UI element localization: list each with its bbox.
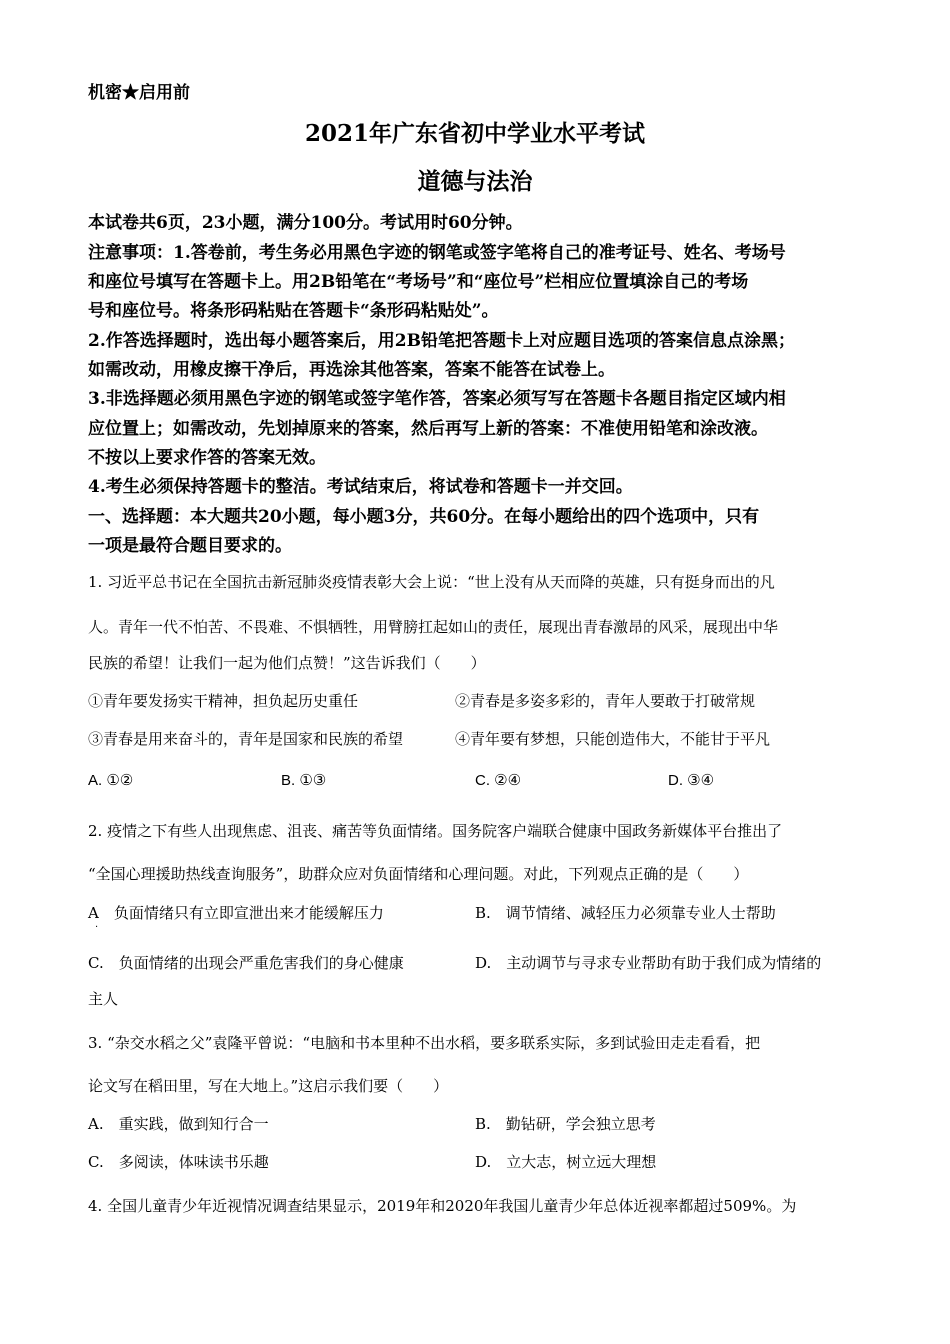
exam-title: 2021年广东省初中学业水平考试 (304, 120, 645, 147)
instruction-line: 如需改动，用橡皮擦干净后，再选涂其他答案，答案不能答在试卷上。 (88, 360, 615, 380)
question-1-option-a[interactable]: A. ①② (88, 772, 134, 789)
question-1-option-b[interactable]: B. ①③ (281, 772, 327, 789)
section-heading: 一、选择题：本大题共20小题，每小题3分，共60分。在每小题给出的四个选项中，只有 (88, 507, 760, 527)
stray-dot: · (95, 922, 99, 933)
question-3-text: 3. “杂交水稻之父”袁隆平曾说：“电脑和书本里种不出水稻，要多联系实际，多到试验田走走看看，把 (88, 1034, 761, 1052)
section-heading: 一项是最符合题目要求的。 (88, 536, 292, 556)
question-2-option-a[interactable]: A 负面情绪只有立即宣泄出来才能缓解压力 (88, 904, 384, 922)
question-2-option-b[interactable]: B. 调节情绪、减轻压力必须靠专业人士帮助 (475, 904, 776, 922)
question-1-statement: ②青春是多姿多彩的，青年人要敢于打破常规 (455, 692, 756, 710)
instruction-line: 应位置上；如需改动，先划掉原来的答案，然后再写上新的答案：不准使用铅笔和涂改液。 (88, 419, 768, 439)
question-3-option-d[interactable]: D. 立大志，树立远大理想 (475, 1153, 657, 1171)
instruction-line: 不按以上要求作答的答案无效。 (88, 448, 326, 468)
question-2-option-c[interactable]: C. 负面情绪的出现会严重危害我们的身心健康 (88, 954, 404, 972)
question-1-text: 人。青年一代不怕苦、不畏难、不惧牺牲，用臂膀扛起如山的责任，展现出青春激昂的风采，展现出中华 (88, 618, 779, 636)
question-3-option-a[interactable]: A. 重实践，做到知行合一 (88, 1115, 269, 1133)
question-3-option-c[interactable]: C. 多阅读，体味读书乐趣 (88, 1153, 269, 1171)
question-4-text: 4. 全国儿童青少年近视情况调查结果显示，2019年和2020年我国儿童青少年总体近视率都超过509%。为 (88, 1197, 797, 1215)
question-1-option-c[interactable]: C. ②④ (475, 772, 522, 789)
question-1-text: 民族的希望！让我们一起为他们点赞！”这告诉我们（ ） (88, 654, 486, 672)
question-2-text: “全国心理援助热线查询服务”，助群众应对负面情绪和心理问题。对此，下列观点正确的是（ ） (88, 865, 749, 883)
question-2-text: 2. 疫情之下有些人出现焦虑、沮丧、痛苦等负面情绪。国务院客户端联合健康中国政务新媒体平台推出了 (88, 822, 783, 840)
confidential-label: 机密★启用前 (88, 83, 190, 103)
instruction-line: 注意事项：1.答卷前，考生务必用黑色字迹的钢笔或签字笔将自己的准考证号、姓名、考场号 (88, 243, 786, 263)
subject-title: 道德与法治 (417, 168, 533, 195)
question-1-statement: ④青年要有梦想，只能创造伟大，不能甘于平凡 (455, 730, 771, 748)
question-2-option-d-continued: 主人 (88, 990, 119, 1008)
question-1-statement: ③青春是用来奋斗的，青年是国家和民族的希望 (88, 730, 404, 748)
instruction-line: 号和座位号。将条形码粘贴在答题卡“条形码粘贴处”。 (88, 301, 499, 321)
instruction-line: 本试卷共6页，23小题，满分100分。考试用时60分钟。 (88, 213, 523, 233)
instruction-line: 2.作答选择题时，选出每小题答案后，用2B铅笔把答题卡上对应题目选项的答案信息点涂黑； (88, 331, 795, 351)
instruction-line: 3.非选择题必须用黑色字迹的钢笔或签字笔作答，答案必须写写在答题卡各题目指定区域内相 (88, 389, 786, 409)
question-3-text: 论文写在稻田里，写在大地上。”这启示我们要（ ） (88, 1077, 449, 1095)
question-1-option-d[interactable]: D. ③④ (668, 772, 715, 789)
instruction-line: 4.考生必须保持答题卡的整洁。考试结束后，将试卷和答题卡一并交回。 (88, 477, 633, 497)
question-1-statement: ①青年要发扬实干精神，担负起历史重任 (88, 692, 359, 710)
question-2-option-d[interactable]: D. 主动调节与寻求专业帮助有助于我们成为情绪的 (475, 954, 822, 972)
instruction-line: 和座位号填写在答题卡上。用2B铅笔在“考场号”和“座位号”栏相应位置填涂自己的考场 (88, 272, 749, 292)
question-3-option-b[interactable]: B. 勤钻研，学会独立思考 (475, 1115, 656, 1133)
question-1-text: 1. 习近平总书记在全国抗击新冠肺炎疫情表彰大会上说：“世上没有从天而降的英雄，只有挺身而出的凡 (88, 573, 775, 591)
